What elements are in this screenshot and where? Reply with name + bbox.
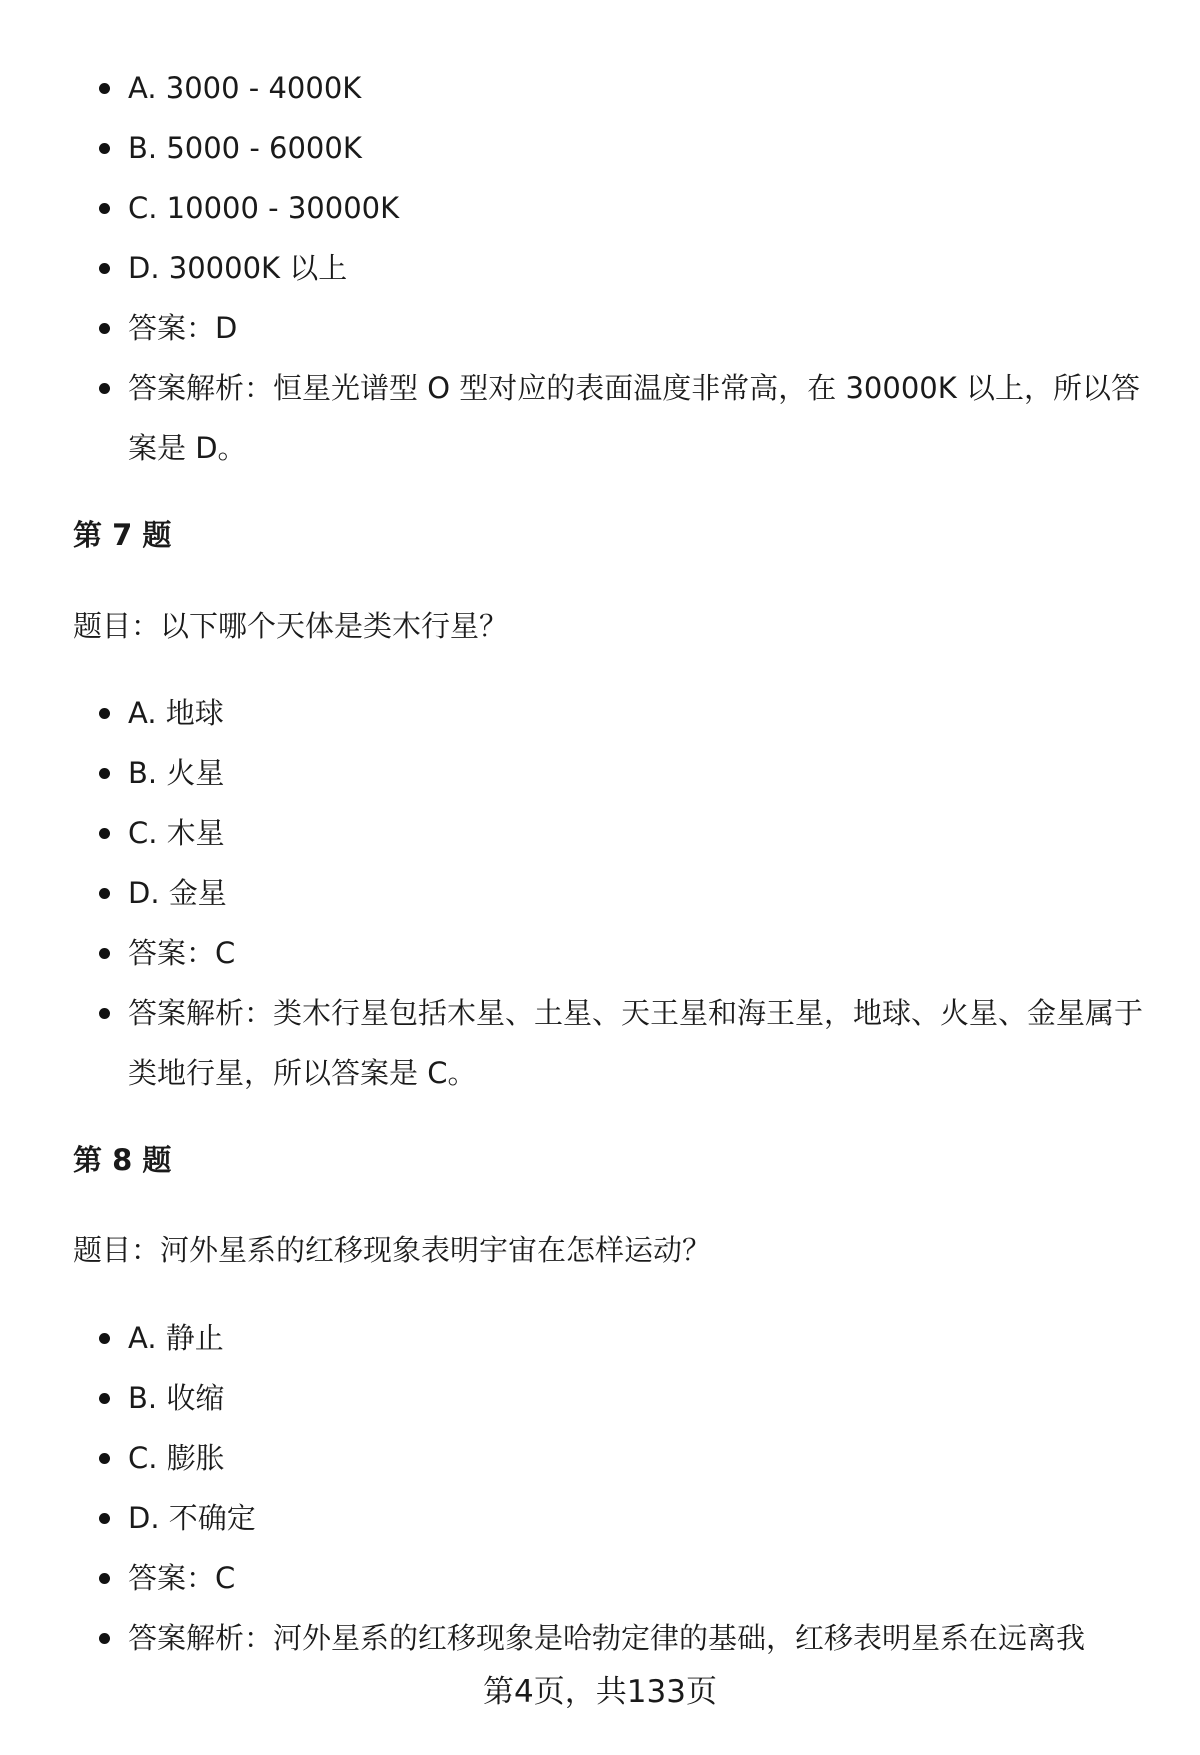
question-7-text: 题目：以下哪个天体是类木行星？ bbox=[73, 609, 509, 643]
question-8-heading: 第 8 题 bbox=[73, 1143, 172, 1177]
option-c: C. 10000 - 30000K bbox=[73, 178, 1153, 238]
question-7-heading: 第 7 题 bbox=[73, 518, 172, 552]
question-7-options bbox=[73, 683, 1153, 1103]
option-b: B. 收缩 bbox=[73, 1368, 1153, 1428]
answer-explanation: 答案解析：类木行星包括木星、土星、天王星和海王星，地球、火星、金星属于类地行星，所以答案是 C。 bbox=[73, 983, 1153, 1103]
option-b: B. 火星 bbox=[73, 743, 1153, 803]
question-8-text: 题目：河外星系的红移现象表明宇宙在怎样运动？ bbox=[73, 1233, 712, 1267]
page-number: 第4页，共133页 bbox=[483, 1674, 717, 1710]
answer-explanation: 答案解析：河外星系的红移现象是哈勃定律的基础，红移表明星系在远离我 bbox=[73, 1608, 1153, 1668]
option-c: C. 膨胀 bbox=[73, 1428, 1153, 1488]
option-a: A. 静止 bbox=[73, 1308, 1153, 1368]
question-8-options bbox=[73, 1308, 1153, 1668]
question-6-options bbox=[73, 58, 1153, 478]
answer: 答案：C bbox=[73, 1548, 1153, 1608]
answer-explanation: 答案解析：恒星光谱型 O 型对应的表面温度非常高，在 30000K 以上，所以答案是 D。 bbox=[73, 358, 1153, 478]
option-d: D. 30000K 以上 bbox=[73, 238, 1153, 298]
option-c: C. 木星 bbox=[73, 803, 1153, 863]
option-b: B. 5000 - 6000K bbox=[73, 118, 1153, 178]
answer: 答案：C bbox=[73, 923, 1153, 983]
option-d: D. 金星 bbox=[73, 863, 1153, 923]
answer: 答案：D bbox=[73, 298, 1153, 358]
option-a: A. 3000 - 4000K bbox=[73, 58, 1153, 118]
option-d: D. 不确定 bbox=[73, 1488, 1153, 1548]
option-a: A. 地球 bbox=[73, 683, 1153, 743]
